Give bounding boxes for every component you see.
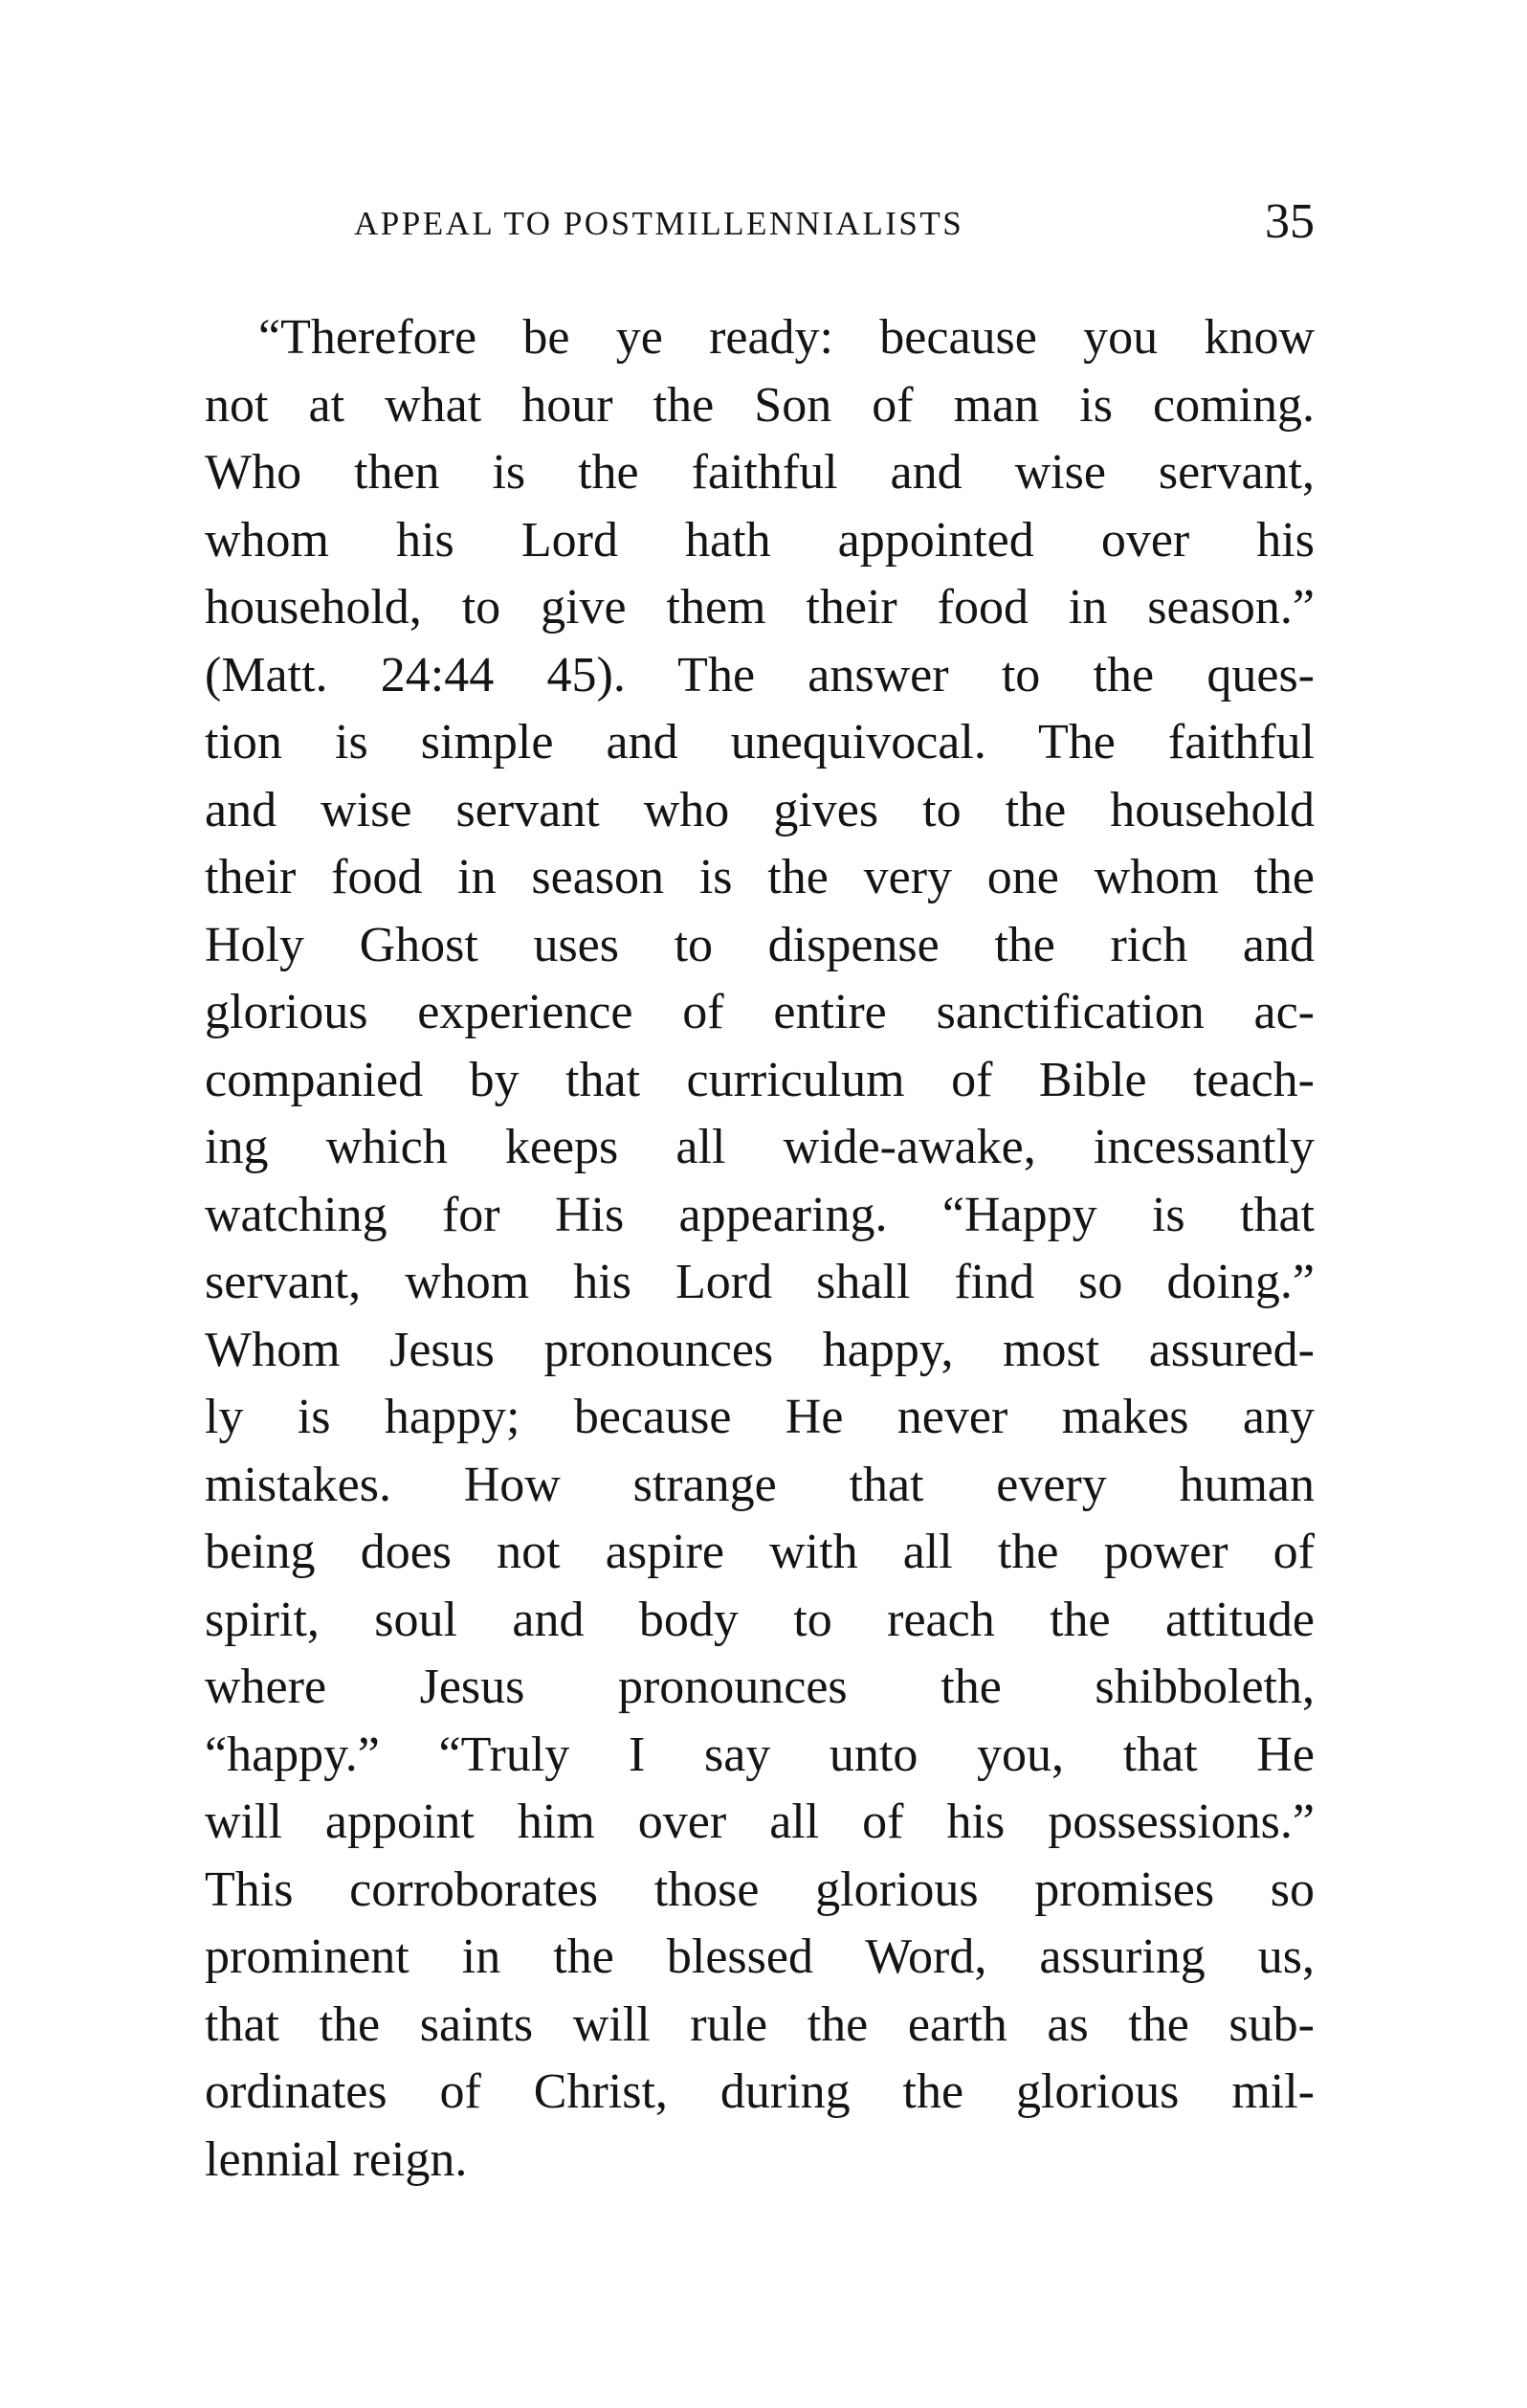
text-line: spirit, soul and body to reach the attitude <box>205 1592 1315 1647</box>
text-line: that the saints will rule the earth as the sub- <box>205 1996 1315 2052</box>
text-line: prominent in the blessed Word, assuring us, <box>205 1929 1315 1984</box>
text-line: not at what hour the Son of man is coming. <box>205 377 1315 433</box>
text-line: “Therefore be ye ready: because you know <box>258 310 1315 365</box>
body-paragraph <box>205 304 1315 2194</box>
text-line: will appoint him over all of his possessions.” <box>205 1795 1315 1849</box>
text-line: and wise servant who gives to the household <box>205 782 1315 837</box>
text-line: household, to give them their food in season.” <box>205 580 1315 635</box>
running-head <box>205 191 1315 278</box>
text-line: Holy Ghost uses to dispense the rich and <box>205 917 1315 972</box>
text-line: whom his Lord hath appointed over his <box>205 512 1315 568</box>
text-line: glorious experience of entire sanctification ac- <box>205 985 1315 1039</box>
text-line: their food in season is the very one whom the <box>205 850 1315 904</box>
text-line: ordinates of Christ, during the glorious mil- <box>205 2064 1315 2119</box>
text-line: ly is happy; because He never makes any <box>205 1390 1315 1444</box>
page-number: 35 <box>1265 194 1315 249</box>
text-line: mistakes. How strange that every human <box>205 1457 1315 1512</box>
text-line: tion is simple and unequivocal. The faithful <box>205 715 1315 769</box>
text-line: “happy.” “Truly I say unto you, that He <box>205 1727 1315 1782</box>
text-line: companied by that curriculum of Bible teach- <box>205 1052 1315 1107</box>
text-line: Whom Jesus pronounces happy, most assured- <box>205 1322 1315 1377</box>
text-line: (Matt. 24:44 45). The answer to the ques- <box>205 647 1315 702</box>
text-line: lennial reign. <box>205 2131 468 2187</box>
text-line: This corroborates those glorious promises so <box>205 1862 1315 1917</box>
text-line: ing which keeps all wide-awake, incessantly <box>205 1120 1315 1174</box>
text-line: watching for His appearing. “Happy is that <box>205 1187 1315 1242</box>
text-line: Who then is the faithful and wise servant, <box>205 445 1315 500</box>
text-line: being does not aspire with all the power of <box>205 1525 1315 1579</box>
text-line: where Jesus pronounces the shibboleth, <box>205 1660 1315 1714</box>
running-title: APPEAL TO POSTMILLENNIALISTS <box>354 205 964 242</box>
text-line: servant, whom his Lord shall find so doing.” <box>205 1255 1315 1309</box>
